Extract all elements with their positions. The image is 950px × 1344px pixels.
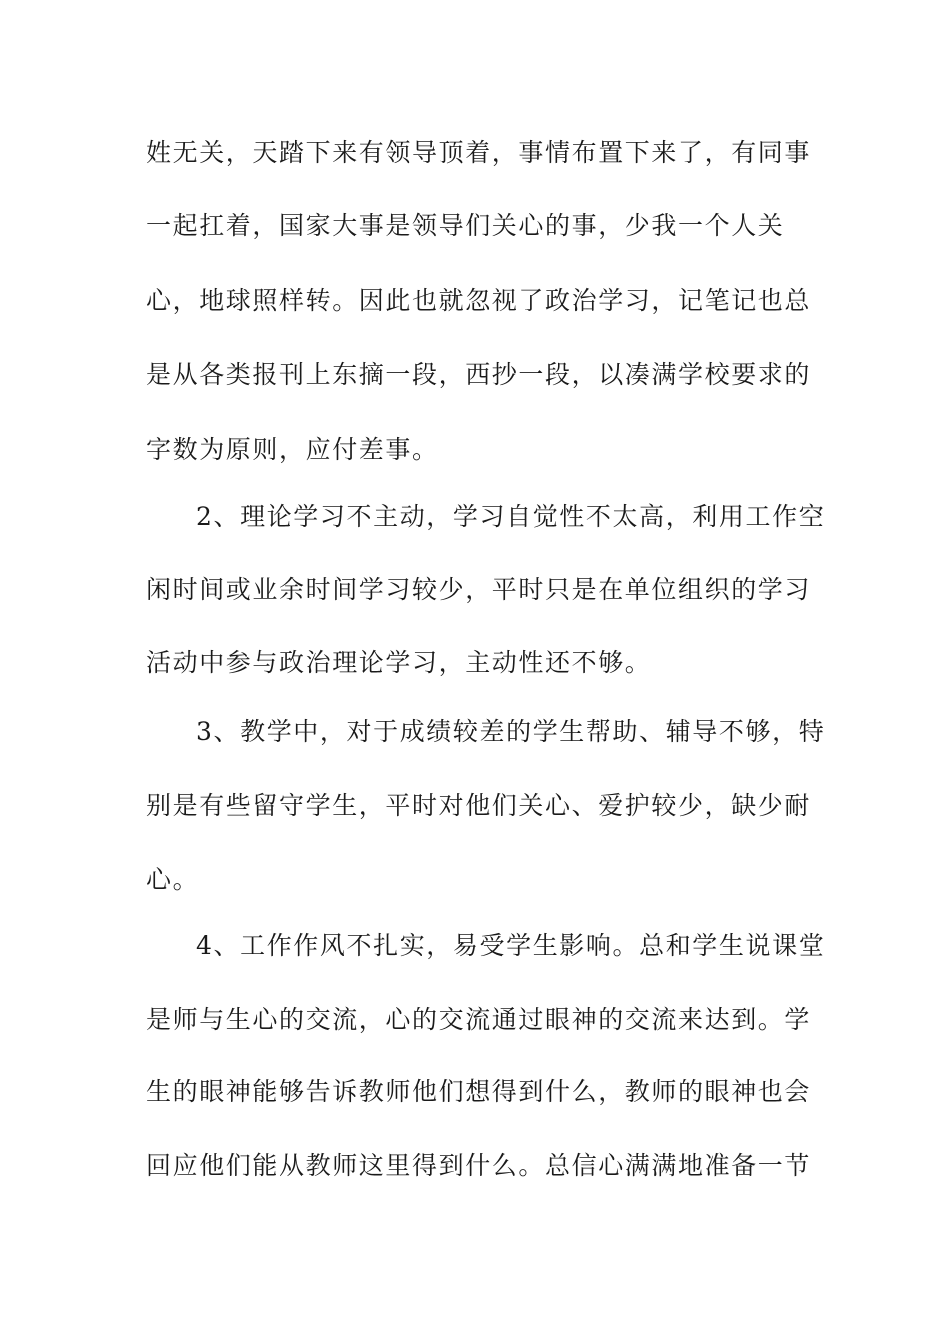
paragraph-3-first-line: 3、教学中，对于成绩较差的学生帮助、辅导不够，特 <box>196 717 826 746</box>
text-line: 一起扛着，国家大事是领导们关心的事，少我一个人关 <box>146 211 785 240</box>
text-line: 生的眼神能够告诉教师他们想得到什么，教师的眼神也会 <box>146 1077 812 1106</box>
text-line: 是从各类报刊上东摘一段，西抄一段，以凑满学校要求的 <box>146 360 812 389</box>
text-line: 心，地球照样转。因此也就忽视了政治学习，记笔记也总 <box>146 286 812 315</box>
text-line: 闲时间或业余时间学习较少，平时只是在单位组织的学习 <box>146 575 812 604</box>
text-line: 字数为原则，应付差事。 <box>146 435 439 464</box>
text-line: 心。 <box>146 865 200 894</box>
text-line: 姓无关，天踏下来有领导顶着，事情布置下来了，有同事 <box>146 138 812 167</box>
paragraph-2-first-line: 2、理论学习不主动，学习自觉性不太高，利用工作空 <box>196 502 826 531</box>
paragraph-4-first-line: 4、工作作风不扎实，易受学生影响。总和学生说课堂 <box>196 931 826 960</box>
text-line: 回应他们能从教师这里得到什么。总信心满满地准备一节 <box>146 1151 812 1180</box>
text-line: 别是有些留守学生，平时对他们关心、爱护较少，缺少耐 <box>146 791 812 820</box>
text-line: 活动中参与政治理论学习，主动性还不够。 <box>146 648 652 677</box>
text-line: 是师与生心的交流，心的交流通过眼神的交流来达到。学 <box>146 1005 812 1034</box>
